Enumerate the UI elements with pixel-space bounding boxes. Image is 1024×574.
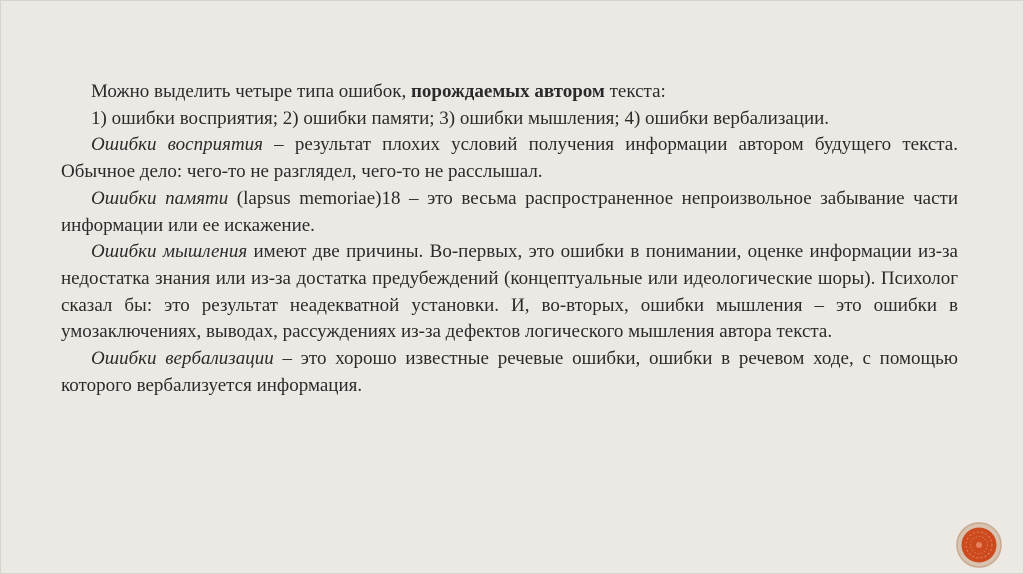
memory-text: (lapsus memoriae)18 – это весьма распространенное непроизвольное забывание части информации или ее искажение. [61,187,958,236]
intro-text: Можно выделить четыре типа ошибок, [91,81,411,102]
term-memory: Ошибки памяти [91,187,229,209]
slide-body-text [61,79,958,399]
verbalization-text: – это хорошо известные речевые ошибки, ошибки в речевом ходе, с помощью которого вербализуется информация. [61,348,958,396]
paragraph-thinking [61,239,958,346]
thinking-text: имеют две причины. Во-первых, это ошибки в понимании, оценке информации из-за недостатка знания или из-за достатка предубеждений (концептуальные или идеологические шоры). Психолог сказал бы: это результат неадекватной установки. И, во-вторых, ошибки мышления – это ошибки в умозаключениях, выводах, рассуждениях из-за дефектов логического мышления автора текста. [61,241,958,343]
paragraph-list [61,106,958,133]
paragraph-memory [61,186,958,239]
term-verbalization: Ошибки вербализации [91,348,274,370]
error-types-list: 1) ошибки восприятия; 2) ошибки памяти; 3) ошибки мышления; 4) ошибки вербализации. [91,107,830,129]
paragraph-perception [61,132,958,185]
perception-text: – результат плохих условий получения информации автором будущего текста. Обычное дело: чего-то не разглядел, чего-то не расслышал. [61,134,958,183]
paragraph-intro [61,79,958,106]
intro-text-end: текста: [604,81,666,102]
orange-circle-ornament-icon [956,522,1002,568]
paragraph-verbalization [61,346,958,399]
term-thinking: Ошибки мышления [91,241,248,263]
term-perception: Ошибки восприятия [91,134,263,156]
intro-bold-phrase: порождаемых автором [410,81,605,102]
